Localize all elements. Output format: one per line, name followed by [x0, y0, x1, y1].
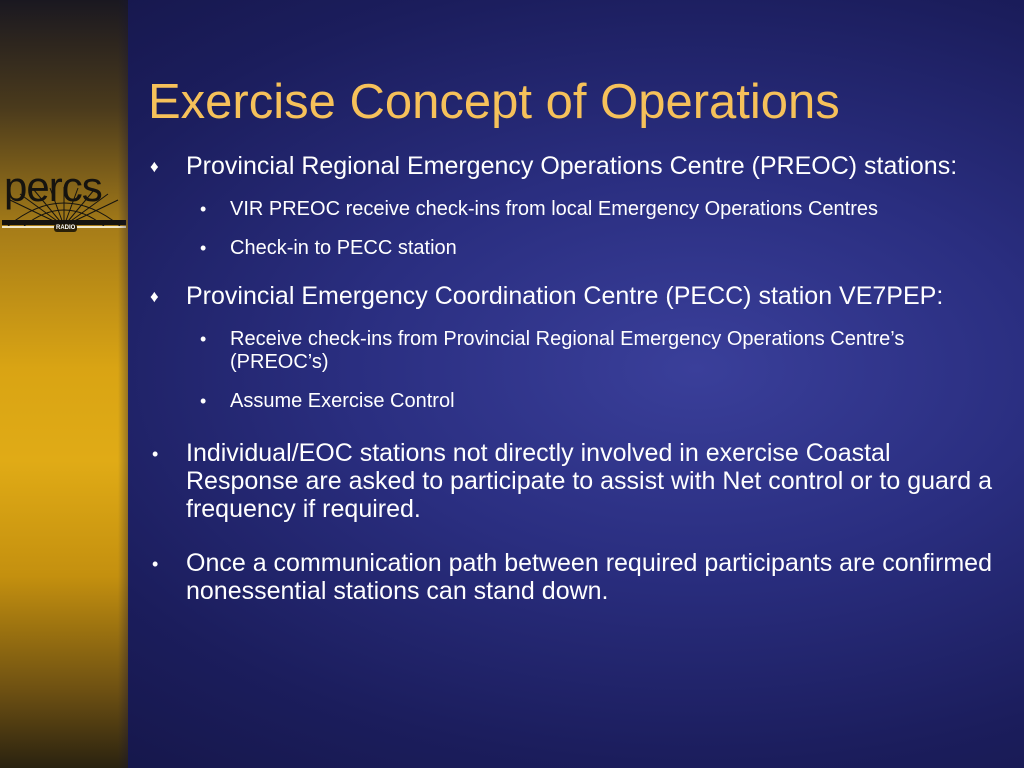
sidebar-gold-bar — [0, 0, 128, 768]
bullet-text: VIR PREOC receive check-ins from local Emergency Operations Centres — [230, 198, 879, 220]
dot-bullet-icon: • — [152, 554, 159, 574]
bullet-text: Check-in to PECC station — [230, 237, 457, 259]
list-item — [148, 549, 1008, 605]
dot-bullet-icon: • — [200, 329, 207, 349]
bullet-text: Receive check-ins from Provincial Regional Emergency Operations Centre’s (PREOC’s) — [230, 328, 905, 373]
bullet-text: Individual/EOC stations not directly involved in exercise Coastal Response are asked to participate to assist with Net control or to guard a frequency if required. — [186, 439, 992, 523]
slide-title: Exercise Concept of Operations — [148, 75, 840, 129]
bullet-text: Assume Exercise Control — [230, 390, 455, 412]
list-item — [148, 439, 1008, 523]
dot-bullet-icon: • — [152, 444, 159, 464]
logo-text: percs — [4, 163, 102, 210]
logo-badge: RADIO — [56, 225, 76, 231]
bullet-text: Provincial Regional Emergency Operations Centre (PREOC) stations: — [186, 152, 958, 180]
list-item — [148, 390, 1008, 413]
percs-logo — [0, 163, 128, 236]
list-item — [148, 282, 1008, 310]
dot-bullet-icon: • — [200, 391, 207, 411]
bullet-list — [148, 152, 1008, 605]
diamond-bullet-icon: ♦ — [150, 157, 159, 176]
list-item — [148, 328, 1008, 374]
list-item — [148, 198, 1008, 221]
bullet-text: Provincial Emergency Coordination Centre (PECC) station VE7PEP: — [186, 282, 944, 310]
list-item — [148, 152, 1008, 180]
bullet-text: Once a communication path between required participants are confirmed nonessential stations can stand down. — [186, 549, 992, 605]
list-item — [148, 237, 1008, 260]
diamond-bullet-icon: ♦ — [150, 287, 159, 306]
dot-bullet-icon: • — [200, 238, 207, 258]
dot-bullet-icon: • — [200, 199, 207, 219]
